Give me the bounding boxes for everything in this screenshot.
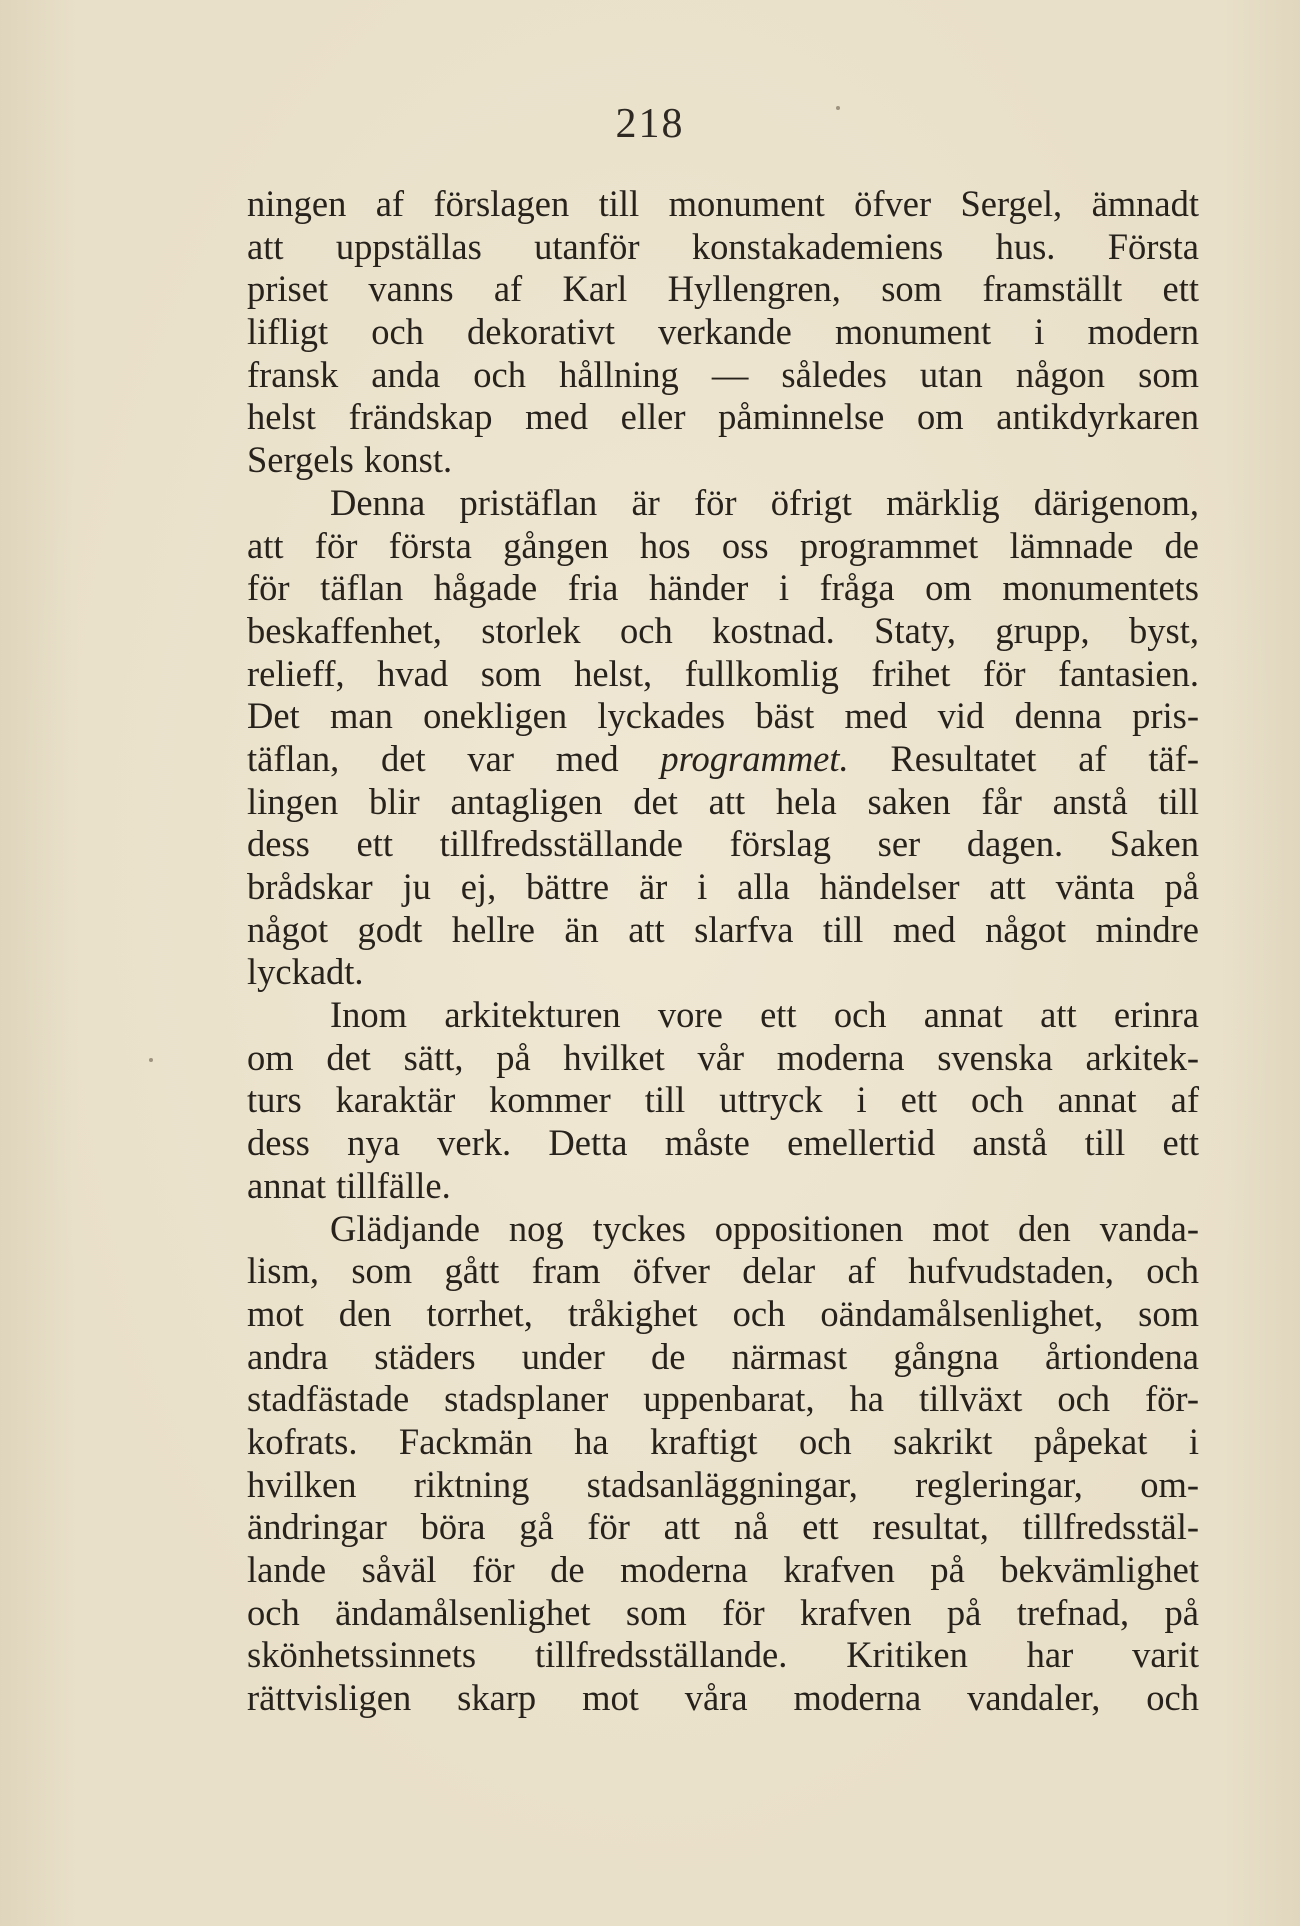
text-line: Sergels konst. — [247, 439, 453, 481]
text-line: andra städers under de närmast gångna årtiondena — [247, 1335, 1199, 1377]
text-line: Inom arkitekturen vore ett och annat att erinra — [330, 994, 1199, 1036]
text-line-with-emphasis — [247, 738, 1199, 781]
text-line: brådskar ju ej, bättre är i alla händelser att vänta på — [247, 866, 1199, 907]
text-line: Denna pristäflan är för öfrigt märklig därigenom, — [330, 481, 1199, 523]
line-part: täflan, det var med — [247, 737, 661, 779]
text-line: om det sätt, på hvilket vår moderna svenska arkitek- — [247, 1036, 1199, 1078]
text-line: kofrats. Fackmän ha kraftigt och sakrikt påpekat i — [247, 1420, 1199, 1462]
text-line: stadfästade stadsplaner uppenbarat, ha tillväxt och för- — [247, 1378, 1199, 1420]
emphasized-word: programmet. — [660, 737, 849, 779]
text-line: priset vanns af Karl Hyllengren, som framställt ett — [247, 268, 1199, 310]
text-line: och ändamålsenlighet som för krafven på trefnad, på — [247, 1591, 1199, 1633]
text-line: att uppställas utanför konstakademiens hus. Första — [247, 225, 1199, 267]
text-line: att för första gången hos oss programmet lämnade de — [247, 524, 1199, 566]
text-line: beskaffenhet, storlek och kostnad. Staty, grupp, byst, — [247, 609, 1199, 651]
text-line: lyckadt. — [247, 951, 364, 993]
text-line: relieff, hvad som helst, fullkomlig frihet för fantasien. — [247, 652, 1199, 694]
text-line: för täflan hågade fria händer i fråga om monumentets — [247, 567, 1199, 609]
text-line: mot den torrhet, tråkighet och oändamålsenlighet, som — [247, 1292, 1199, 1334]
text-line: turs karaktär kommer till uttryck i ett och annat af — [247, 1079, 1199, 1121]
text-line: något godt hellre än att slarfva till med något mindre — [247, 908, 1199, 950]
line-part: Resultatet af täf- — [848, 737, 1199, 779]
text-line: hvilken riktning stadsanläggningar, regleringar, om- — [247, 1463, 1199, 1505]
text-line: ändringar böra gå för att nå ett resultat, tillfredsstäl- — [247, 1506, 1199, 1548]
text-line: dess nya verk. Detta måste emellertid anstå till ett — [247, 1122, 1199, 1164]
text-line: ningen af förslagen till monument öfver Sergel, ämnadt — [247, 183, 1199, 224]
text-line: lingen blir antagligen det att hela saken får anstå till — [247, 780, 1199, 822]
text-line: fransk anda och hållning — således utan någon som — [247, 353, 1199, 395]
page-number: 218 — [615, 101, 685, 147]
text-line: rättvisligen skarp mot våra moderna vandaler, och — [247, 1677, 1199, 1719]
text-line: Det man onekligen lyckades bäst med vid denna pris- — [247, 695, 1199, 737]
text-line: lifligt och dekorativt verkande monument i modern — [247, 311, 1199, 353]
body-text — [247, 183, 1199, 1720]
paper-speck — [149, 1058, 153, 1062]
text-line: skönhetssinnets tillfredsställande. Kritiken har varit — [247, 1634, 1199, 1676]
text-line: Glädjande nog tyckes oppositionen mot den vanda- — [330, 1207, 1199, 1249]
text-line: annat tillfälle. — [247, 1164, 451, 1206]
text-line: helst frändskap med eller påminnelse om antikdyrkaren — [247, 396, 1199, 438]
text-line: lande såväl för de moderna krafven på bekvämlighet — [247, 1549, 1199, 1590]
text-line: dess ett tillfredsställande förslag ser dagen. Saken — [247, 823, 1199, 865]
text-line: lism, som gått fram öfver delar af hufvudstaden, och — [247, 1250, 1199, 1292]
